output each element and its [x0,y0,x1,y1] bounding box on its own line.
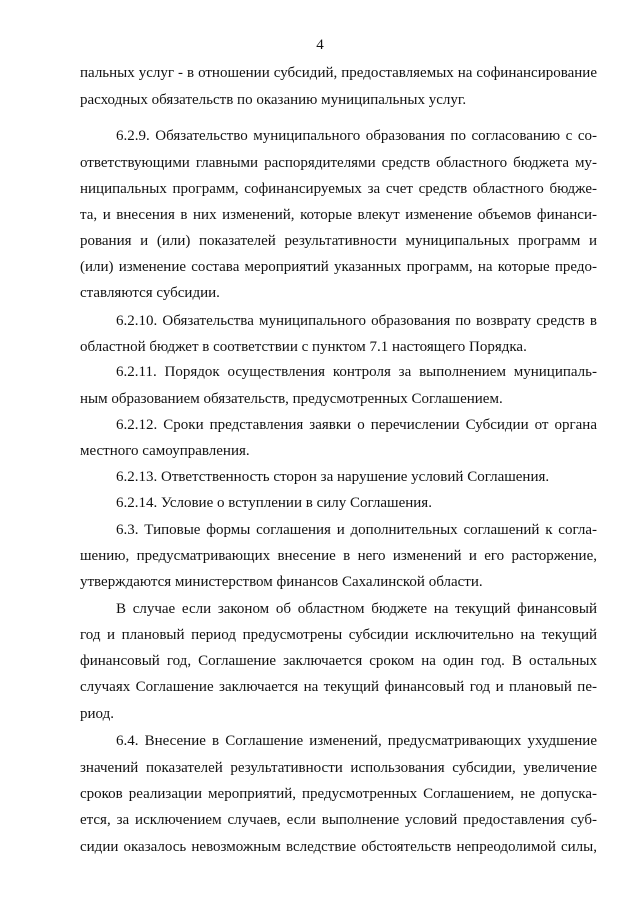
text-line: случаях Соглашение заключается на текущий финансовый год и плановый пе- [80,679,597,695]
text-line: сроков реализации мероприятий, предусмотренных Соглашением, не допуска- [80,786,597,802]
text-line: 6.2.11. Порядок осуществления контроля за выполнением муниципаль- [116,364,597,380]
text-line: рования и (или) показателей результативности муниципальных программ и [80,233,597,249]
text-line: ным образованием обязательств, предусмотренных Соглашением. [80,391,503,407]
text-line: 6.2.13. Ответственность сторон за нарушение условий Соглашения. [116,469,550,485]
text-line: ставляются субсидии. [80,285,220,301]
text-line: ниципальных программ, софинансируемых за счет средств областного бюдже- [80,181,597,197]
text-line: сидии оказалось невозможным вследствие обстоятельств непреодолимой силы, [80,839,597,855]
text-line: утверждаются министерством финансов Сахалинской области. [80,574,483,590]
text-line: год и плановый период предусмотрены субсидии исключительно на текущий [80,627,597,643]
text-line: ется, за исключением случаев, если выполнение условий предоставления суб- [80,812,597,828]
page-number: 4 [316,37,324,53]
text-line: расходных обязательств по оказанию муниципальных услуг. [80,92,467,108]
text-line: 6.2.14. Условие о вступлении в силу Соглашения. [116,495,432,511]
text-line: 6.3. Типовые формы соглашения и дополнительных соглашений к согла- [116,522,597,538]
text-line: финансовый год, Соглашение заключается сроком на один год. В остальных [80,653,597,669]
text-line: В случае если законом об областном бюджете на текущий финансовый [116,601,597,617]
text-line: ответствующими главными распорядителями средств областного бюджета му- [80,155,597,171]
text-line: значений показателей результативности использования субсидии, увеличение [80,760,597,776]
text-line: (или) изменение состава мероприятий указанных программ, на которые предо- [80,259,597,275]
text-line: та, и внесения в них изменений, которые влекут изменение объемов финанси- [80,207,597,223]
text-line: 6.2.10. Обязательства муниципального образования по возврату средств в [116,313,597,329]
text-line: шению, предусматривающих внесение в него изменений и его расторжение, [80,548,597,564]
text-line: риод. [80,706,114,722]
text-line: 6.2.12. Сроки представления заявки о перечислении Субсидии от органа [116,417,597,433]
text-line: 6.2.9. Обязательство муниципального образования по согласованию с со- [116,128,597,144]
text-line: пальных услуг - в отношении субсидий, предоставляемых на софинансирование [80,65,597,81]
text-line: местного самоуправления. [80,443,250,459]
text-line: 6.4. Внесение в Соглашение изменений, предусматривающих ухудшение [116,733,597,749]
text-line: областной бюджет в соответствии с пунктом 7.1 настоящего Порядка. [80,339,527,355]
